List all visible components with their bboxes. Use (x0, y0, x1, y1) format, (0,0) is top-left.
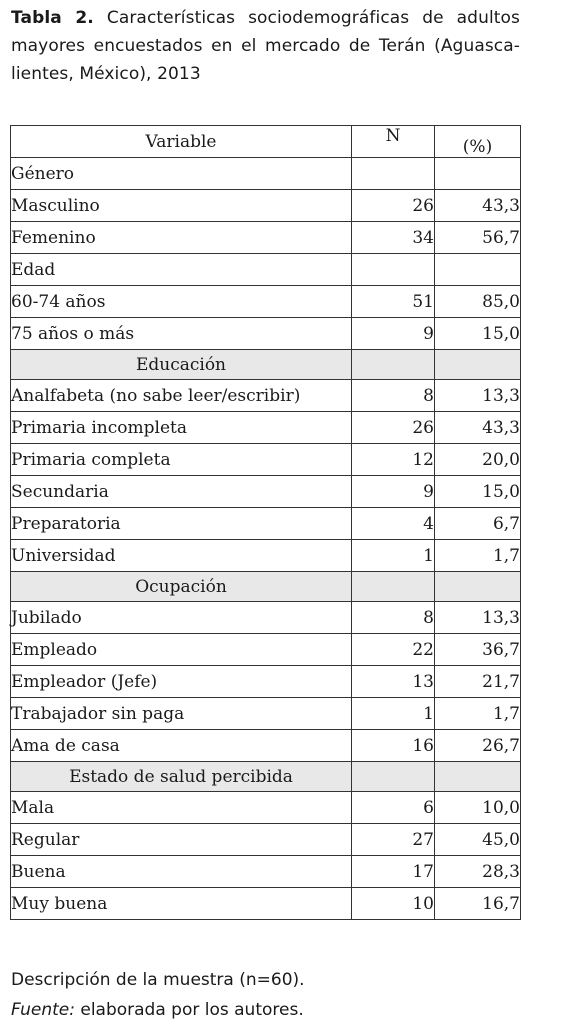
row-label: Primaria incompleta (11, 412, 352, 444)
row-label: Ama de casa (11, 730, 352, 762)
section-row-salud (11, 762, 521, 792)
row-n: 13 (352, 666, 435, 698)
row-label: Empleado (11, 634, 352, 666)
row-n: 10 (352, 888, 435, 920)
table-row (11, 888, 521, 920)
table-row (11, 698, 521, 730)
table-row (11, 856, 521, 888)
row-pct: 28,3 (435, 856, 521, 888)
table-row (11, 508, 521, 540)
table-row (11, 824, 521, 856)
row-pct: 1,7 (435, 540, 521, 572)
row-n: 1 (352, 540, 435, 572)
row-n: 17 (352, 856, 435, 888)
row-pct: 36,7 (435, 634, 521, 666)
row-n: 9 (352, 476, 435, 508)
source-label: Fuente: (11, 1000, 75, 1020)
row-n: 34 (352, 222, 435, 254)
table-row (11, 540, 521, 572)
row-label: Primaria completa (11, 444, 352, 476)
section-label: Educación (11, 350, 352, 380)
row-n: 26 (352, 190, 435, 222)
table-row (11, 666, 521, 698)
row-n: 16 (352, 730, 435, 762)
table-row (11, 190, 521, 222)
group-row-edad (11, 254, 521, 286)
row-n: 6 (352, 792, 435, 824)
row-n: 1 (352, 698, 435, 730)
row-label: Muy buena (11, 888, 352, 920)
caption-text: Características sociodemográficas de adultos mayores encuestados en el mercado de Terán (Aguasca-lientes, México), 2013 (11, 8, 520, 84)
group-label: Edad (11, 254, 352, 286)
sample-note: Descripción de la muestra (n=60). (11, 970, 305, 990)
source-text: elaborada por los autores. (74, 1000, 304, 1020)
table-row (11, 634, 521, 666)
row-n: 8 (352, 602, 435, 634)
row-pct: 26,7 (435, 730, 521, 762)
row-pct: 56,7 (435, 222, 521, 254)
row-label: Analfabeta (no sabe leer/escribir) (11, 380, 352, 412)
row-label: 60-74 años (11, 286, 352, 318)
row-n: 27 (352, 824, 435, 856)
section-label: Estado de salud percibida (11, 762, 352, 792)
row-label: Preparatoria (11, 508, 352, 540)
header-row (11, 126, 521, 158)
row-pct: 21,7 (435, 666, 521, 698)
row-n: 12 (352, 444, 435, 476)
row-n: 4 (352, 508, 435, 540)
table-row (11, 602, 521, 634)
table-row (11, 444, 521, 476)
row-label: Femenino (11, 222, 352, 254)
row-label: Universidad (11, 540, 352, 572)
group-label: Género (11, 158, 352, 190)
section-row-ocupacion (11, 572, 521, 602)
row-label: Regular (11, 824, 352, 856)
row-label: Mala (11, 792, 352, 824)
header-variable: Variable (11, 126, 352, 158)
row-label: Trabajador sin paga (11, 698, 352, 730)
row-label: Jubilado (11, 602, 352, 634)
caption-label: Tabla 2. (11, 8, 94, 28)
table-row (11, 380, 521, 412)
row-pct: 20,0 (435, 444, 521, 476)
row-pct: 13,3 (435, 380, 521, 412)
row-label: 75 años o más (11, 318, 352, 350)
row-pct: 15,0 (435, 476, 521, 508)
row-pct: 45,0 (435, 824, 521, 856)
row-pct: 43,3 (435, 412, 521, 444)
table-row (11, 222, 521, 254)
row-label: Secundaria (11, 476, 352, 508)
table-row (11, 792, 521, 824)
row-label: Buena (11, 856, 352, 888)
row-pct: 10,0 (435, 792, 521, 824)
row-pct: 1,7 (435, 698, 521, 730)
table-caption (11, 4, 520, 88)
table-row (11, 476, 521, 508)
row-label: Empleador (Jefe) (11, 666, 352, 698)
demographics-table (10, 125, 521, 920)
section-row-educacion (11, 350, 521, 380)
row-pct: 85,0 (435, 286, 521, 318)
table-row (11, 730, 521, 762)
table-row (11, 286, 521, 318)
row-n: 22 (352, 634, 435, 666)
row-label: Masculino (11, 190, 352, 222)
header-pct: (%) (435, 126, 521, 158)
row-n: 51 (352, 286, 435, 318)
row-n: 9 (352, 318, 435, 350)
table-notes (11, 965, 305, 1025)
source-note (11, 995, 305, 1025)
table-row (11, 318, 521, 350)
row-pct: 16,7 (435, 888, 521, 920)
row-pct: 43,3 (435, 190, 521, 222)
section-label: Ocupación (11, 572, 352, 602)
header-n: N (352, 126, 435, 158)
row-pct: 6,7 (435, 508, 521, 540)
table-row (11, 412, 521, 444)
row-n: 8 (352, 380, 435, 412)
row-pct: 13,3 (435, 602, 521, 634)
row-n: 26 (352, 412, 435, 444)
row-pct: 15,0 (435, 318, 521, 350)
group-row-genero (11, 158, 521, 190)
